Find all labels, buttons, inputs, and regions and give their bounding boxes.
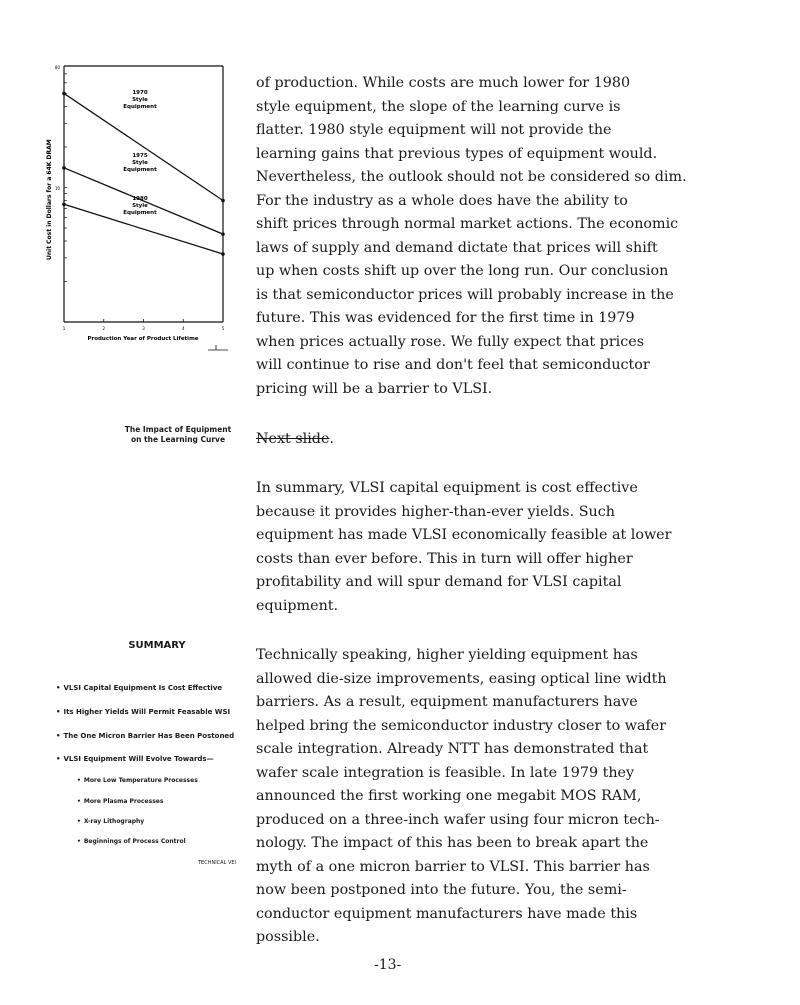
text-line: For the industry as a whole does have the ability to [256, 192, 628, 209]
text-line: learning gains that previous types of equipment would. [256, 145, 658, 162]
text-line: announced the first working one megabit MOS RAM, [256, 788, 642, 804]
text-line: style equipment, the slope of the learning curve is [256, 98, 621, 115]
text-line: pricing will be a barrier to VLSI. [256, 380, 493, 397]
summary-bullet: • VLSI Equipment Will Evolve Towards— [56, 755, 214, 763]
text-line: barriers. As a result, equipment manufacturers have [256, 694, 638, 710]
text-line: of production. While costs are much lower for 1980 [256, 75, 631, 91]
x-tick-label: 1 [62, 326, 66, 331]
series-label: 1975 [132, 153, 148, 159]
text-line: when prices actually rose. We fully expect that prices [256, 333, 645, 350]
text-line: laws of supply and demand dictate that prices will shift [256, 239, 658, 256]
series-label: Style [132, 160, 148, 166]
text-line: nology. The impact of this has been to break apart the [256, 835, 649, 851]
summary-subbullet: • More Low Temperature Processes [77, 777, 198, 784]
chart-marks [62, 74, 225, 331]
text-line: equipment. [256, 597, 339, 614]
text-line: scale integration. Already NTT has demonstrated that [256, 741, 649, 757]
series-point [62, 166, 66, 170]
series-label: Equipment [123, 104, 157, 110]
series-point [221, 199, 225, 203]
summary-title: SUMMARY [128, 640, 186, 651]
learning-curve-chart [40, 60, 240, 444]
series-label: Equipment [123, 167, 157, 173]
x-tick-label: 5 [221, 326, 225, 331]
summary-bullet: • The One Micron Barrier Has Been Postoned [56, 732, 234, 740]
series-label: 1980 [132, 196, 148, 202]
chart-caption [118, 425, 238, 445]
series-point [62, 202, 66, 206]
text-line: allowed die-size improvements, easing optical line width [256, 670, 667, 687]
chart-caption-line1: The Impact of Equipment [124, 425, 232, 434]
summary-bullet: • VLSI Capital Equipment Is Cost Effective [56, 684, 222, 692]
y-axis-label: Unit Cost in Dollars for a 64K DRAM [46, 139, 53, 260]
text-line: up when costs shift up over the long run. Our conclusion [256, 263, 669, 279]
next-slide-text: Next slide [256, 431, 330, 447]
text-line: Technically speaking, higher yielding equipment has [256, 647, 638, 663]
text-line: produced on a three-inch wafer using four micron tech- [256, 811, 660, 828]
text-line: is that semiconductor prices will probably increase in the [256, 286, 674, 303]
x-tick-label: 4 [181, 326, 185, 331]
text-line: equipment has made VLSI economically feasible at lower [256, 527, 672, 543]
y-tick-label-mid: 10 [54, 186, 60, 191]
text-line: profitability and will spur demand for VLSI capital [256, 574, 622, 590]
x-tick-label: 3 [142, 326, 145, 331]
text-line: future. This was evidenced for the first time in 1979 [256, 310, 635, 326]
series-label: Style [132, 97, 148, 103]
text-line: flatter. 1980 style equipment will not provide the [256, 122, 612, 138]
series-point [221, 252, 225, 256]
text-line: helped bring the semiconductor industry closer to wafer [256, 717, 667, 734]
page-number: -13- [374, 957, 402, 973]
body-paragraph-2 [256, 477, 726, 618]
body-paragraph-3 [256, 644, 726, 950]
summary-subbullet: • X-ray Lithography [77, 818, 144, 825]
next-slide-period: . [329, 431, 334, 447]
series-point [221, 232, 225, 236]
summary-tag: TECHNICAL VEI [198, 860, 237, 866]
summary-subbullet: • Beginnings of Process Control [77, 838, 186, 845]
summary-bullet: • Its Higher Yields Will Permit Feasable WSI [56, 708, 230, 716]
text-line: conductor equipment manufacturers have made this [256, 905, 638, 922]
series-label: Style [132, 203, 148, 209]
text-line: costs than ever before. This in turn will offer higher [256, 550, 633, 567]
text-line: Nevertheless, the outlook should not be considered so dim. [256, 169, 687, 185]
series-label: Equipment [123, 210, 157, 216]
body-paragraph-1 [256, 72, 726, 401]
text-line: shift prices through normal market actions. The economic [256, 216, 679, 232]
text-line: In summary, VLSI capital equipment is cost effective [256, 480, 638, 496]
series-point [62, 92, 66, 96]
series-label: 1970 [132, 90, 148, 96]
chart-caption-line2: on the Learning Curve [130, 435, 226, 444]
text-line: wafer scale integration is feasible. In late 1979 they [256, 764, 635, 781]
x-tick-label: 2 [102, 326, 106, 331]
y-tick-label-top: 80 [54, 65, 60, 70]
text-line: because it provides higher-than-ever yields. Such [256, 503, 615, 520]
x-axis-label: Production Year of Product Lifetime [87, 336, 199, 342]
chart-svg [40, 60, 240, 360]
next-slide-line [256, 428, 726, 452]
summary-subbullet: • More Plasma Processes [77, 798, 163, 805]
text-line: myth of a one micron barrier to VLSI. This barrier has [256, 858, 650, 875]
text-line: will continue to rise and don't feel that semiconductor [256, 357, 650, 373]
text-line: possible. [256, 929, 320, 945]
text-line: now been postponed into the future. You, the semi- [256, 882, 627, 898]
